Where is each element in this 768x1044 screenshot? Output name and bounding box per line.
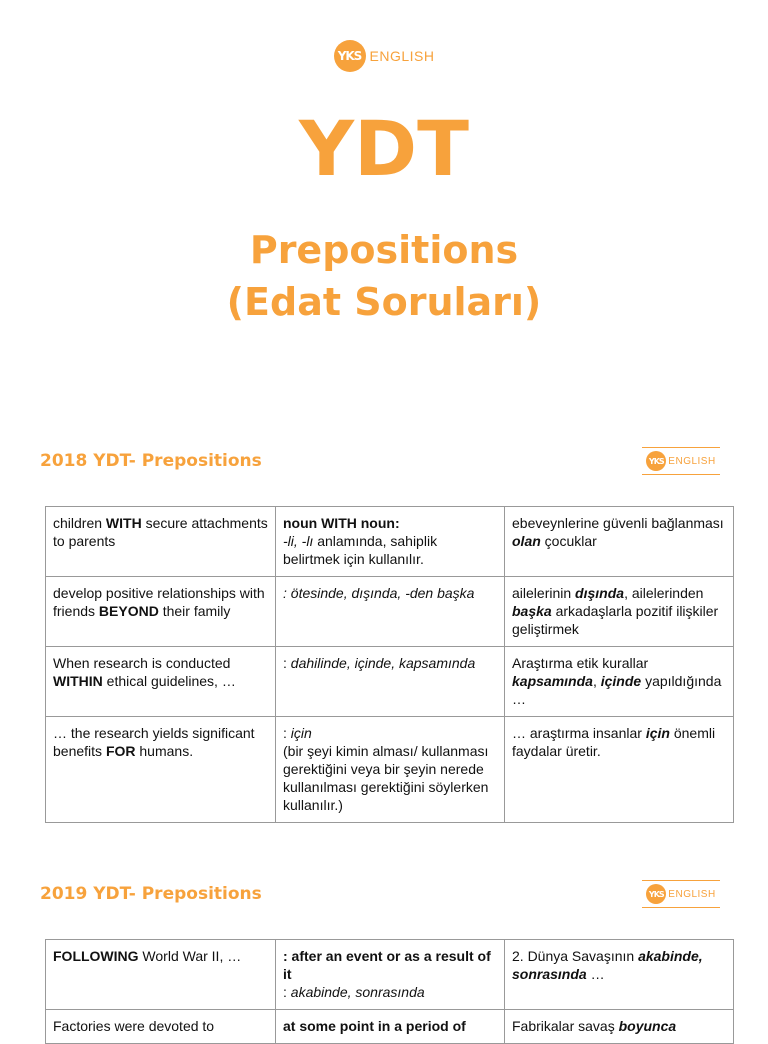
cell-text: WITHIN: [53, 673, 103, 689]
meaning-cell: [276, 577, 505, 647]
meaning-cell: [276, 1010, 505, 1044]
cell-text: ,: [592, 673, 601, 689]
example-cell: [46, 1010, 276, 1044]
cell-text: dışında: [575, 585, 625, 601]
cell-text: için: [645, 725, 670, 741]
cell-text: çocuklar: [540, 533, 597, 549]
section-logo: [642, 447, 720, 475]
example-cell: [46, 717, 276, 823]
cell-text: ebeveynlerine güvenli bağlanması: [512, 515, 724, 531]
cell-text: …: [586, 966, 605, 982]
logo-mark-icon: YKS: [334, 40, 366, 72]
cell-text: :: [283, 655, 291, 671]
page-subtitle: [0, 224, 768, 328]
cell-text: (bir şeyi kimin alması/ kullanması gerektiğini veya bir şeyin nerede kullanılması gerektiğini söylerken kullanılır.): [283, 743, 489, 813]
cell-text: WITH: [105, 515, 142, 531]
cell-text: içinde: [600, 673, 642, 689]
cell-text: 2. Dünya Savaşının: [512, 948, 639, 964]
brand-logo: [0, 40, 768, 72]
cell-text: :: [283, 725, 291, 741]
cell-text: akabinde, sonrasında: [512, 948, 703, 982]
translation-cell: [505, 1010, 734, 1044]
translation-cell: [505, 717, 734, 823]
cell-text: FOLLOWING: [53, 948, 139, 964]
cell-text: World War II, …: [138, 948, 242, 964]
cell-text: kapsamında: [512, 673, 593, 689]
cell-text: :: [283, 984, 291, 1000]
section-header-2018: [40, 447, 720, 475]
cell-text: FOR: [105, 743, 136, 759]
table-row: [46, 717, 734, 823]
cell-text: … the research yields significant benefits: [53, 725, 255, 759]
page-title: YDT: [299, 104, 469, 193]
cell-text: noun WITH noun:: [283, 515, 400, 531]
cell-text: their family: [158, 603, 231, 619]
cell-text: develop positive relationships with friends: [53, 585, 265, 619]
cell-text: Fabrikalar savaş: [512, 1018, 619, 1034]
translation-cell: [505, 507, 734, 577]
cell-text: için: [290, 725, 312, 741]
cell-text: olan: [512, 533, 541, 549]
cell-text: -li, -lı: [283, 533, 314, 549]
example-cell: [46, 577, 276, 647]
meaning-cell: [276, 507, 505, 577]
cell-text: BEYOND: [98, 603, 159, 619]
logo-mark-icon: YKS: [646, 451, 666, 471]
translation-cell: [505, 647, 734, 717]
cell-text: , ailelerinden: [624, 585, 704, 601]
cell-text: önemli faydalar üretir.: [512, 725, 716, 759]
cell-text: When research is conducted: [53, 655, 231, 671]
prepositions-table-2018: [45, 506, 734, 823]
section-header-2019: [40, 880, 720, 908]
cell-text: anlamında, sahiplik belirtmek için kullanılır.: [283, 533, 438, 567]
example-cell: [46, 507, 276, 577]
cell-text: boyunca: [618, 1018, 677, 1034]
table-row: [46, 1010, 734, 1044]
cell-text: dahilinde, içinde, kapsamında: [290, 655, 476, 671]
translation-cell: [505, 577, 734, 647]
cell-text: Factories were devoted to: [53, 1018, 215, 1034]
subtitle-line-2: (Edat Soruları): [226, 280, 542, 324]
cell-text: children: [53, 515, 106, 531]
cell-text: secure attachments to parents: [53, 515, 268, 549]
table-row: [46, 940, 734, 1010]
cell-text: humans.: [135, 743, 194, 759]
subtitle-line-1: Prepositions: [249, 228, 519, 272]
logo-wordmark: ENGLISH: [668, 888, 716, 900]
cell-text: başka: [512, 603, 552, 619]
cell-text: : ötesinde, dışında, -den başka: [283, 585, 475, 601]
example-cell: [46, 647, 276, 717]
cell-text: arkadaşlarla pozitif ilişkiler geliştirmek: [512, 603, 719, 637]
meaning-cell: [276, 717, 505, 823]
translation-cell: [505, 940, 734, 1010]
section-title: 2018 YDT- Prepositions: [40, 451, 262, 471]
section-logo: [642, 880, 720, 908]
table-row: [46, 577, 734, 647]
meaning-cell: [276, 940, 505, 1010]
cell-text: ethical guidelines, …: [102, 673, 236, 689]
logo-wordmark: ENGLISH: [668, 455, 716, 467]
cell-text: at some point in a period of: [283, 1018, 466, 1034]
cell-text: … araştırma insanlar: [512, 725, 646, 741]
cell-text: Araştırma etik kurallar: [512, 655, 649, 671]
table-row: [46, 647, 734, 717]
cell-text: akabinde, sonrasında: [290, 984, 425, 1000]
prepositions-table-2019: [45, 939, 734, 1044]
logo-mark-icon: YKS: [646, 884, 666, 904]
meaning-cell: [276, 647, 505, 717]
logo-wordmark: ENGLISH: [369, 48, 435, 64]
cell-text: ailelerinin: [512, 585, 576, 601]
example-cell: [46, 940, 276, 1010]
cell-text: yapıldığında …: [512, 673, 722, 707]
table-row: [46, 507, 734, 577]
section-title: 2019 YDT- Prepositions: [40, 884, 262, 904]
cell-text: : after an event or as a result of it: [283, 948, 491, 982]
